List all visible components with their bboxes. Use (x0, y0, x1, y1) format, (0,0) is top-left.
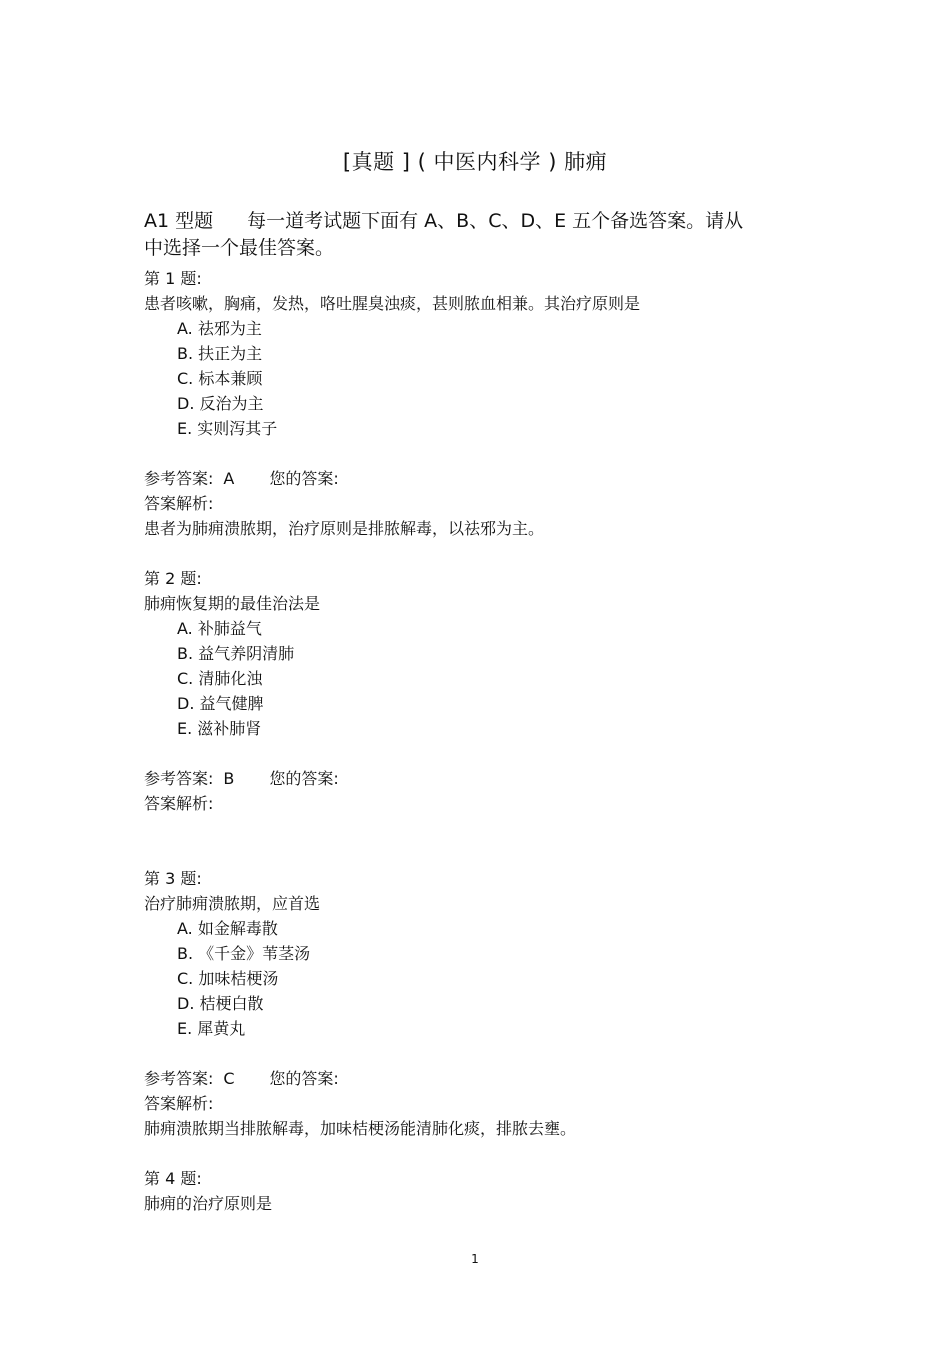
question-3 (144, 866, 824, 1166)
option-d: D. 反治为主 (177, 394, 264, 413)
spacer (144, 741, 824, 766)
intro-text-1: 每一道考试题下面有 A、B、C、D、E 五个备选答案。请从 (247, 210, 744, 232)
question-2 (144, 566, 824, 866)
reference-answer-label: 参考答案: (144, 469, 214, 488)
option-c: C. 清肺化浊 (177, 669, 263, 688)
option-a: A. 如金解毒散 (177, 919, 278, 938)
answer-row (144, 466, 824, 491)
option-b: B. 扶正为主 (177, 344, 263, 363)
question-number: 第 4 题: (144, 1169, 202, 1188)
reference-answer-label: 参考答案: (144, 1069, 214, 1088)
question-1 (144, 266, 824, 566)
analysis-label: 答案解析: (144, 794, 214, 813)
option-a: A. 祛邪为主 (177, 319, 262, 338)
answer-row (144, 1066, 824, 1091)
spacer (144, 1041, 824, 1066)
question-stem: 患者咳嗽，胸痛，发热，咯吐腥臭浊痰，甚则脓血相兼。其治疗原则是 (144, 294, 641, 313)
option-b: B. 《千金》苇茎汤 (177, 944, 311, 963)
option-c: C. 加味桔梗汤 (177, 969, 279, 988)
analysis-label: 答案解析: (144, 1094, 214, 1113)
question-list (144, 266, 824, 1216)
option-d: D. 益气健脾 (177, 694, 264, 713)
analysis-text (144, 816, 824, 841)
question-number: 第 2 题: (144, 569, 202, 588)
reference-answer-value: C (223, 1069, 235, 1088)
your-answer-label: 您的答案: (269, 769, 339, 788)
option-e: E. 犀黄丸 (177, 1019, 246, 1038)
question-4 (144, 1166, 824, 1216)
option-e: E. 实则泻其子 (177, 419, 278, 438)
your-answer-label: 您的答案: (269, 1069, 339, 1088)
page-number: 1 (471, 1252, 479, 1266)
question-stem: 肺痈恢复期的最佳治法是 (144, 594, 321, 613)
spacer (144, 1141, 824, 1166)
question-number: 第 1 题: (144, 269, 202, 288)
spacer (144, 841, 824, 866)
page-title: [真题 ] ( 中医内科学 ) 肺痈 (342, 150, 608, 174)
section-label: A1 型题 (144, 210, 214, 232)
option-c: C. 标本兼顾 (177, 369, 263, 388)
analysis-label: 答案解析: (144, 494, 214, 513)
analysis-text: 患者为肺痈溃脓期，治疗原则是排脓解毒，以祛邪为主。 (144, 519, 545, 538)
reference-answer-label: 参考答案: (144, 769, 214, 788)
section-intro (144, 208, 824, 262)
question-number: 第 3 题: (144, 869, 202, 888)
answer-row (144, 766, 824, 791)
option-a: A. 补肺益气 (177, 619, 262, 638)
your-answer-label: 您的答案: (269, 469, 339, 488)
intro-text-2: 中选择一个最佳答案。 (144, 237, 335, 259)
intro-line-1 (144, 208, 824, 235)
reference-answer-value: B (223, 769, 235, 788)
spacer (144, 541, 824, 566)
spacer (144, 441, 824, 466)
option-e: E. 滋补肺肾 (177, 719, 262, 738)
question-stem: 肺痈的治疗原则是 (144, 1194, 273, 1213)
analysis-text: 肺痈溃脓期当排脓解毒，加味桔梗汤能清肺化痰，排脓去壅。 (144, 1119, 577, 1138)
question-stem: 治疗肺痈溃脓期，应首选 (144, 894, 321, 913)
option-b: B. 益气养阴清肺 (177, 644, 295, 663)
reference-answer-value: A (223, 469, 235, 488)
option-d: D. 桔梗白散 (177, 994, 264, 1013)
